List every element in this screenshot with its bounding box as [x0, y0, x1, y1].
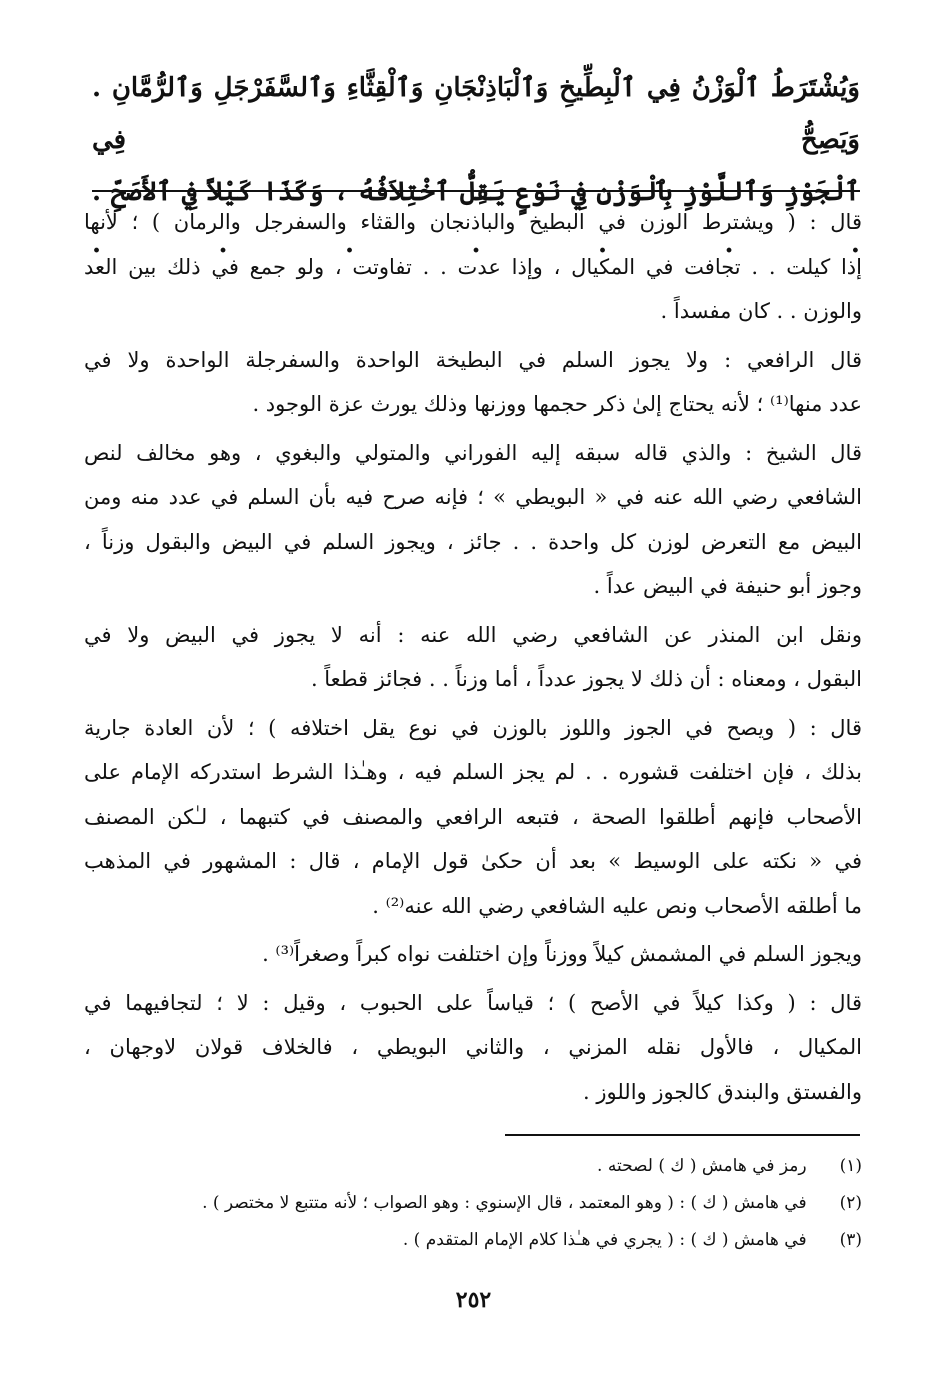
text-line: والوزن . . كان مفسداً . — [660, 299, 862, 323]
footnote-number: (٣) — [839, 1230, 862, 1250]
text-line: ونقل ابن المنذر عن الشافعي رضي الله عنه : أنه لا يجوز في البيض ولا في — [84, 622, 862, 647]
text-line: البقول ، ومعناه : أن ذلك لا يجوز عدداً ، أما وزناً . . فجائز قطعاً . — [310, 667, 862, 691]
commentary-paragraph — [84, 613, 862, 702]
commentary-paragraph — [84, 981, 862, 1115]
text-line: قال الرافعي : ولا يجوز السلم في البطيخة الواحدة والسفرجلة الواحدة ولا في — [84, 347, 862, 372]
footnote-number: (٢) — [839, 1193, 862, 1213]
footnotes-divider — [505, 1134, 860, 1136]
text-line: الشافعي رضي الله عنه في « البويطي » ؛ فإنه صرح فيه بأن السلم في عدد منه ومن — [84, 485, 862, 509]
commentary-body — [84, 200, 862, 1118]
commentary-paragraph — [84, 431, 862, 609]
footnote-number: (١) — [839, 1156, 862, 1176]
footnotes — [84, 1148, 862, 1259]
text-line: قال : ( ويشترط الوزن في البطيخ والباذنجان والقثاء والسفرجل والرمان ) ؛ لأنها — [84, 210, 862, 234]
commentary-paragraph — [84, 338, 862, 427]
text-line: قال الشيخ : والذي قاله سبقه إليه الفوراني والمتولي والبغوي ، وهو مخالف لنص — [84, 440, 862, 465]
footnote — [84, 1148, 862, 1185]
footnote-text: في هامش ( ك ) : ( وهو المعتمد ، قال الإسنوي : وهو الصواب ؛ لأنه متتبع لا مختصر ) . — [202, 1193, 807, 1213]
commentary-paragraph — [84, 706, 862, 929]
text-line: قال : ( وكذا كيلاً في الأصح ) ؛ قياساً على الحبوب ، وقيل : لا ؛ لتجافيهما في — [84, 990, 862, 1015]
commentary-paragraph — [84, 932, 862, 977]
text-line: الأصحاب فإنهم أطلقوا الصحة ، فتبعه الرافعي والمصنف في كتبهما ، لـٰكن المصنف — [84, 804, 862, 829]
text-line: بذلك ، فإن اختلفت قشوره . . لم يجز السلم فيه ، وهـٰذا الشرط استدركه الإمام على — [84, 760, 862, 784]
commentary-paragraph — [84, 200, 862, 334]
text-line: وجوز أبو حنيفة في البيض عداً . — [593, 574, 862, 598]
matn-divider — [92, 190, 860, 192]
footnote-text: رمز في هامش ( ك ) لصحته . — [597, 1156, 807, 1176]
footnote — [84, 1222, 862, 1259]
footnote-text: في هامش ( ك ) : ( يجري في هـٰذا كلام الإمام المتقدم ) . — [402, 1230, 807, 1250]
text-line: إذا كيلت . . تجافت في المكيال ، وإذا عدت . . تفاوتت ، ولو جمع في ذلك بين العد — [84, 254, 862, 279]
page-number: ٢٥٢ — [455, 1287, 492, 1313]
matn-line-2: ٱلْجَوْزِ وَٱللَّوْزِ بِٱلْوَزْنِ فِي نَوْعٍ يَقِلُّ ٱخْتِلاَفُهُ ، وَكَذَا كَيْلاً فِي ٱلأَصَحِّ . . . . . . . . — [92, 177, 860, 259]
text-line: البيض مع التعرض لوزن كل واحدة . . جائز ، ويجوز السلم في البيض والبقول وزناً ، — [84, 529, 862, 554]
text-line: ما أطلقه الأصحاب ونص عليه الشافعي رضي الله عنه⁽²⁾ . — [372, 893, 862, 918]
matn-line-1: وَيُشْتَرَطُ ٱلْوَزْنُ فِي ٱلْبِطِّيخِ وَٱلْبَاذِنْجَانِ وَٱلْقِثَّاءِ وَٱلسَّفَرْجَلِ وَٱلرُّمَّانِ . وَيَصِحُّ فِي — [92, 73, 860, 155]
text-line: عدد منها⁽¹⁾ ؛ لأنه يحتاج إلىٰ ذكر حجمها ووزنها وذلك يورث عزة الوجود . — [252, 392, 862, 416]
text-line: والفستق والبندق كالجوز واللوز . — [583, 1079, 862, 1104]
text-line: المكيال ، فالأول نقله المزني ، والثاني البويطي ، فالخلاف قولان لاوجهان ، — [84, 1035, 862, 1059]
footnote — [84, 1185, 862, 1222]
text-line: قال : ( ويصح في الجوز واللوز بالوزن في نوع يقل اختلافه ) ؛ لأن العادة جارية — [84, 715, 862, 740]
text-line: ويجوز السلم في المشمش كيلاً ووزناً وإن اختلفت نواه كبراً وصغراً⁽³⁾ . — [262, 942, 862, 966]
text-line: في « نكته على الوسيط » بعد أن حكىٰ قول الإمام ، قال : المشهور في المذهب — [84, 849, 862, 873]
